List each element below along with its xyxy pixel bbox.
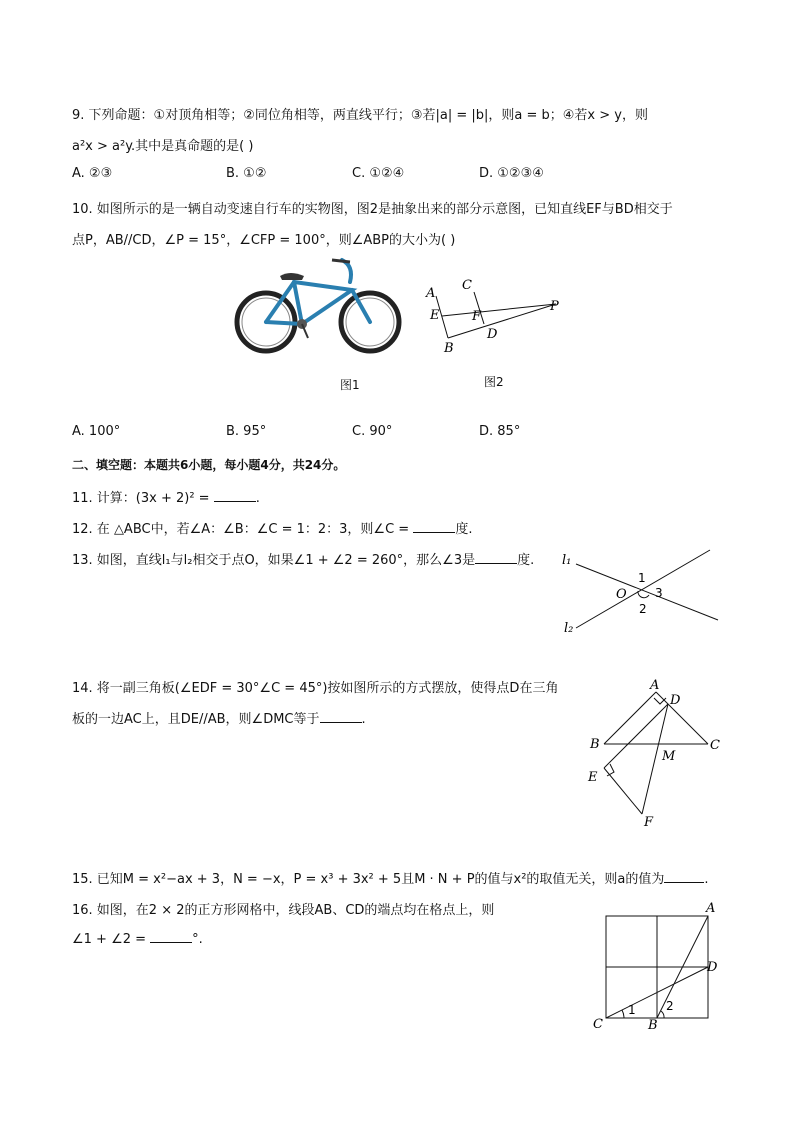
q13-text: 13. 如图，直线l₁与l₂相交于点O，如果∠1 + ∠2 = 260°，那么∠3是 — [72, 553, 476, 568]
label-b: B — [444, 341, 454, 356]
fig2-diagram — [420, 270, 570, 360]
q11-blank — [214, 489, 256, 502]
q11-end: . — [255, 491, 260, 506]
label-b: B — [648, 1018, 658, 1033]
q16-blank — [150, 930, 192, 943]
q14-line1: 14. 将一副三角板(∠EDF = 30°∠C = 45°)按如图所示的方式摆放，使得点D在三角 — [72, 681, 559, 696]
label-e: E — [430, 308, 440, 323]
q13-end: 度. — [517, 553, 535, 568]
angle-2-label: 2 — [666, 999, 674, 1013]
q10-option-b: B. 95° — [226, 424, 267, 439]
bicycle-figure — [232, 252, 404, 360]
label-p: P — [550, 299, 559, 314]
q15-text: 15. 已知M = x²−ax + 3，N = −x，P = x³ + 3x² + 5且M · N + P的值与x²的取值无关，则a的值为 — [72, 872, 665, 887]
label-o: O — [616, 587, 627, 602]
q13-diagram — [560, 546, 724, 638]
saddle — [280, 273, 304, 280]
label-d: D — [707, 960, 718, 975]
q15-blank — [664, 870, 704, 883]
label-l2: l₂ — [564, 621, 574, 636]
label-e: E — [588, 770, 598, 785]
label-f: F — [472, 309, 482, 324]
label-l1: l₁ — [562, 553, 572, 568]
fig2-caption: 图2 — [484, 375, 504, 389]
q15 — [72, 868, 709, 887]
q9-option-c: C. ①②④ — [352, 166, 405, 181]
q16-text: ∠1 + ∠2 = — [72, 932, 151, 947]
q12-blank — [413, 520, 455, 533]
q16-line1: 16. 如图，在2 × 2的正方形网格中，线段AB、CD的端点均在格点上，则 — [72, 903, 495, 918]
label-f: F — [644, 815, 654, 830]
q11 — [72, 487, 260, 506]
angle-1-label: 1 — [638, 571, 646, 585]
q14-blank — [320, 710, 362, 723]
q11-text: 11. 计算：(3x + 2)² = — [72, 491, 214, 506]
label-d: D — [670, 693, 681, 708]
label-c: C — [593, 1017, 603, 1032]
q10-option-a: A. 100° — [72, 424, 121, 439]
fig1-caption: 图1 — [340, 378, 360, 392]
label-c: C — [462, 278, 472, 293]
q10-line2: 点P，AB//CD，∠P = 15°，∠CFP = 100°，则∠ABP的大小为( ) — [72, 233, 456, 248]
q15-end: . — [704, 872, 709, 887]
label-m: M — [662, 749, 676, 764]
q16-diagram — [588, 900, 728, 1034]
label-b: B — [590, 737, 600, 752]
label-c: C — [710, 738, 720, 753]
q13 — [72, 549, 534, 568]
q13-blank — [475, 551, 517, 564]
q14-line2 — [72, 708, 366, 727]
q10-option-c: C. 90° — [352, 424, 393, 439]
q9-option-b: B. ①② — [226, 166, 267, 181]
angle-3-label: 3 — [655, 586, 663, 600]
q12-end: 度. — [455, 522, 473, 537]
angle-1-label: 1 — [628, 1003, 636, 1017]
angle-2-label: 2 — [639, 602, 647, 616]
q14-end: . — [361, 712, 366, 727]
label-d: D — [487, 327, 498, 342]
q10-line1: 10. 如图所示的是一辆自动变速自行车的实物图，图2是抽象出来的部分示意图，已知直线EF与BD相交于 — [72, 202, 673, 217]
label-a: A — [706, 901, 716, 916]
q9-option-a: A. ②③ — [72, 166, 113, 181]
q9-line2: a²x > a²y.其中是真命题的是( ) — [72, 139, 254, 154]
q14-diagram — [584, 674, 724, 834]
label-a: A — [426, 286, 436, 301]
q10-option-d: D. 85° — [479, 424, 521, 439]
q9-line1: 9. 下列命题：①对顶角相等；②同位角相等，两直线平行；③若|a| = |b|，则a = b；④若x > y，则 — [72, 108, 648, 123]
q16-line2 — [72, 930, 203, 947]
q14-text: 板的一边AC上，且DE//AB，则∠DMC等于 — [72, 712, 320, 727]
label-a: A — [650, 678, 660, 693]
q12-text: 12. 在 △ABC中，若∠A：∠B：∠C = 1：2：3，则∠C = — [72, 522, 414, 537]
q9-option-d: D. ①②③④ — [479, 166, 544, 181]
section-heading: 二、填空题：本题共6小题，每小题4分，共24分。 — [72, 458, 346, 472]
q16-end: °. — [192, 932, 203, 947]
q12 — [72, 518, 472, 537]
